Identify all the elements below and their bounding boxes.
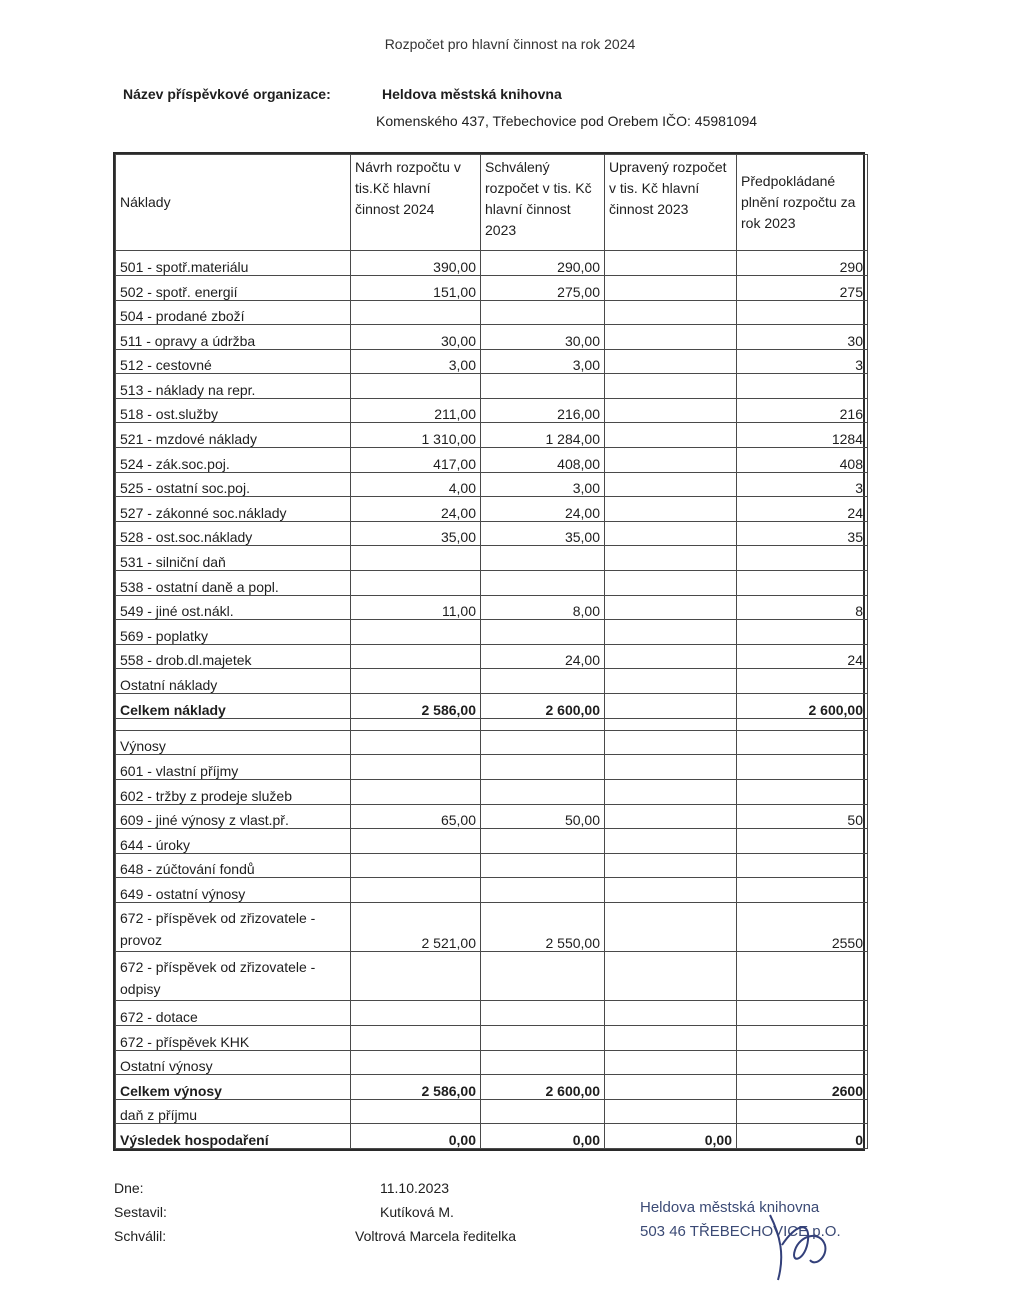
header-costs: Náklady: [116, 155, 351, 251]
table-row: [116, 595, 868, 620]
value-cell: 1 284,00: [481, 423, 605, 448]
row-label-cell: 672 - dotace: [116, 1001, 351, 1026]
value-cell: 0,00: [351, 1124, 481, 1149]
header-approved-2023: Schválený rozpočet v tis. Kč hlavní činnost 2023: [481, 155, 605, 251]
value-cell: [481, 374, 605, 399]
value-cell: [737, 878, 868, 903]
header-adjusted-2023: Upravený rozpočet v tis. Kč hlavní činnost 2023: [605, 155, 737, 251]
row-label-cell: 644 - úroky: [116, 829, 351, 854]
value-cell: [351, 755, 481, 780]
value-cell: [351, 730, 481, 755]
value-cell: 3,00: [481, 472, 605, 497]
value-cell: 3,00: [351, 349, 481, 374]
table-row: [116, 423, 868, 448]
value-cell: [351, 1001, 481, 1026]
row-label-cell: 649 - ostatní výnosy: [116, 878, 351, 903]
value-cell: 2 550,00: [481, 903, 605, 952]
value-cell: [605, 497, 737, 522]
value-cell: [605, 275, 737, 300]
value-cell: [351, 853, 481, 878]
row-label-cell: daň z příjmu: [116, 1099, 351, 1124]
value-cell: [605, 878, 737, 903]
value-cell: [481, 1001, 605, 1026]
value-cell: 24,00: [481, 644, 605, 669]
value-cell: 408,00: [481, 448, 605, 473]
value-cell: [351, 780, 481, 805]
value-cell: [605, 1026, 737, 1051]
date-value: 11.10.2023: [380, 1180, 450, 1196]
row-label-cell: Ostatní náklady: [116, 669, 351, 694]
row-label-cell: 513 - náklady na repr.: [116, 374, 351, 399]
stamp-line-1: Heldova městská knihovna: [640, 1199, 820, 1216]
value-cell: [481, 718, 605, 730]
value-cell: [481, 669, 605, 694]
table-row: [116, 878, 868, 903]
value-cell: [605, 521, 737, 546]
value-cell: 2 586,00: [351, 694, 481, 719]
row-label-cell: 502 - spotř. energií: [116, 275, 351, 300]
value-cell: 30: [737, 325, 868, 350]
organization-label: Název příspěvkové organizace:: [123, 86, 331, 102]
stamp-line-2: 503 46 TŘEBECHOVICE p.O.: [640, 1223, 841, 1240]
value-cell: [605, 571, 737, 596]
value-cell: 35,00: [351, 521, 481, 546]
value-cell: [737, 620, 868, 645]
compiled-by-value: Kutíková M.: [380, 1204, 454, 1220]
value-cell: [605, 349, 737, 374]
value-cell: [351, 1050, 481, 1075]
value-cell: [351, 878, 481, 903]
table-row: [116, 546, 868, 571]
row-label-cell: 601 - vlastní příjmy: [116, 755, 351, 780]
value-cell: 216: [737, 398, 868, 423]
value-cell: [737, 546, 868, 571]
value-cell: [481, 780, 605, 805]
row-label-cell: 558 - drob.dl.majetek: [116, 644, 351, 669]
table-row: [116, 1124, 868, 1149]
table-row: [116, 1099, 868, 1124]
organization-name: Heldova městská knihovna: [382, 86, 562, 102]
table-row: [116, 497, 868, 522]
value-cell: 408: [737, 448, 868, 473]
value-cell: 290: [737, 251, 868, 276]
table-row: [116, 325, 868, 350]
row-label-cell: 538 - ostatní daně a popl.: [116, 571, 351, 596]
value-cell: [481, 546, 605, 571]
value-cell: [351, 718, 481, 730]
table-row: [116, 718, 868, 730]
row-label-cell: Celkem náklady: [116, 694, 351, 719]
row-label-cell: 609 - jiné výnosy z vlast.př.: [116, 804, 351, 829]
row-label-cell: 528 - ost.soc.náklady: [116, 521, 351, 546]
value-cell: [605, 780, 737, 805]
value-cell: [351, 1026, 481, 1051]
value-cell: 50,00: [481, 804, 605, 829]
table-row: [116, 1026, 868, 1051]
value-cell: 8,00: [481, 595, 605, 620]
table-row: [116, 1050, 868, 1075]
row-label-cell: 504 - prodané zboží: [116, 300, 351, 325]
value-cell: [605, 595, 737, 620]
value-cell: 2600: [737, 1075, 868, 1100]
table-row: [116, 780, 868, 805]
value-cell: 3,00: [481, 349, 605, 374]
table-row: [116, 275, 868, 300]
value-cell: [605, 546, 737, 571]
value-cell: 11,00: [351, 595, 481, 620]
compiled-by-label: Sestavil:: [114, 1204, 167, 1220]
document-title: Rozpočet pro hlavní činnost na rok 2024: [384, 36, 636, 52]
value-cell: 417,00: [351, 448, 481, 473]
value-cell: [481, 620, 605, 645]
budget-table-container: [113, 152, 865, 1151]
value-cell: 216,00: [481, 398, 605, 423]
value-cell: [351, 374, 481, 399]
value-cell: 2 600,00: [481, 694, 605, 719]
table-row: [116, 804, 868, 829]
value-cell: [737, 1099, 868, 1124]
row-label-cell: 672 - příspěvek od zřizovatele -provoz: [116, 903, 351, 952]
value-cell: [737, 300, 868, 325]
row-label-cell: 672 - příspěvek od zřizovatele - odpisy: [116, 952, 351, 1001]
signature-icon: [740, 1205, 850, 1285]
row-label-cell: 648 - zúčtování fondů: [116, 853, 351, 878]
table-row: [116, 398, 868, 423]
value-cell: [481, 1099, 605, 1124]
value-cell: [605, 398, 737, 423]
row-label-cell: 512 - cestovné: [116, 349, 351, 374]
value-cell: 290,00: [481, 251, 605, 276]
value-cell: [737, 1050, 868, 1075]
value-cell: 2550: [737, 903, 868, 952]
value-cell: 151,00: [351, 275, 481, 300]
value-cell: [605, 730, 737, 755]
value-cell: [481, 730, 605, 755]
value-cell: 50: [737, 804, 868, 829]
row-label-cell: 501 - spotř.materiálu: [116, 251, 351, 276]
table-row: [116, 669, 868, 694]
value-cell: [481, 878, 605, 903]
value-cell: 1 310,00: [351, 423, 481, 448]
value-cell: 24,00: [351, 497, 481, 522]
row-label-cell: 521 - mzdové náklady: [116, 423, 351, 448]
table-header-row: [116, 155, 868, 251]
value-cell: [605, 374, 737, 399]
value-cell: 24,00: [481, 497, 605, 522]
table-row: [116, 374, 868, 399]
value-cell: [351, 571, 481, 596]
value-cell: [737, 780, 868, 805]
value-cell: 275,00: [481, 275, 605, 300]
value-cell: [737, 718, 868, 730]
value-cell: [605, 694, 737, 719]
value-cell: [481, 853, 605, 878]
value-cell: [605, 620, 737, 645]
value-cell: [481, 829, 605, 854]
value-cell: [605, 853, 737, 878]
row-label-cell: 527 - zákonné soc.náklady: [116, 497, 351, 522]
value-cell: [737, 829, 868, 854]
table-row: [116, 903, 868, 952]
table-row: [116, 251, 868, 276]
value-cell: 2 586,00: [351, 1075, 481, 1100]
value-cell: [737, 755, 868, 780]
value-cell: [605, 1050, 737, 1075]
value-cell: 2 600,00: [737, 694, 868, 719]
value-cell: 2 521,00: [351, 903, 481, 952]
value-cell: [737, 952, 868, 1001]
value-cell: [737, 1026, 868, 1051]
row-label-cell: 549 - jiné ost.nákl.: [116, 595, 351, 620]
value-cell: 35: [737, 521, 868, 546]
value-cell: [605, 423, 737, 448]
value-cell: [605, 952, 737, 1001]
table-row: [116, 694, 868, 719]
value-cell: 3: [737, 472, 868, 497]
value-cell: [481, 1050, 605, 1075]
value-cell: [351, 546, 481, 571]
value-cell: 1284: [737, 423, 868, 448]
value-cell: [605, 669, 737, 694]
value-cell: [605, 644, 737, 669]
value-cell: [605, 325, 737, 350]
value-cell: [737, 853, 868, 878]
value-cell: [737, 730, 868, 755]
date-label: Dne:: [114, 1180, 144, 1196]
approved-by-value: Voltrová Marcela ředitelka: [355, 1228, 517, 1244]
value-cell: [605, 718, 737, 730]
row-label-cell: 672 - příspěvek KHK: [116, 1026, 351, 1051]
table-row: [116, 730, 868, 755]
value-cell: [351, 829, 481, 854]
row-label-cell: Výnosy: [116, 730, 351, 755]
table-row: [116, 620, 868, 645]
value-cell: [351, 644, 481, 669]
value-cell: [605, 1099, 737, 1124]
value-cell: 35,00: [481, 521, 605, 546]
value-cell: 30,00: [481, 325, 605, 350]
row-label-cell: 569 - poplatky: [116, 620, 351, 645]
value-cell: 390,00: [351, 251, 481, 276]
value-cell: [481, 755, 605, 780]
value-cell: 30,00: [351, 325, 481, 350]
table-row: [116, 755, 868, 780]
value-cell: [605, 804, 737, 829]
value-cell: [605, 903, 737, 952]
table-row: [116, 853, 868, 878]
row-label-cell: 524 - zák.soc.poj.: [116, 448, 351, 473]
value-cell: [605, 1075, 737, 1100]
value-cell: [351, 1099, 481, 1124]
row-label-cell: 602 - tržby z prodeje služeb: [116, 780, 351, 805]
value-cell: [605, 1001, 737, 1026]
value-cell: [481, 952, 605, 1001]
row-label-cell: Ostatní výnosy: [116, 1050, 351, 1075]
value-cell: [605, 755, 737, 780]
value-cell: [605, 472, 737, 497]
table-row: [116, 1075, 868, 1100]
value-cell: [737, 669, 868, 694]
row-label-cell: [116, 718, 351, 730]
table-row: [116, 349, 868, 374]
table-row: [116, 644, 868, 669]
value-cell: [605, 448, 737, 473]
value-cell: [605, 829, 737, 854]
value-cell: 2 600,00: [481, 1075, 605, 1100]
table-row: [116, 472, 868, 497]
value-cell: [351, 669, 481, 694]
value-cell: [737, 1001, 868, 1026]
table-row: [116, 1001, 868, 1026]
value-cell: [481, 571, 605, 596]
row-label-cell: 518 - ost.služby: [116, 398, 351, 423]
budget-table: [115, 154, 868, 1149]
value-cell: 275: [737, 275, 868, 300]
table-row: [116, 521, 868, 546]
value-cell: [481, 300, 605, 325]
table-row: [116, 571, 868, 596]
table-row: [116, 952, 868, 1001]
value-cell: 8: [737, 595, 868, 620]
value-cell: [737, 571, 868, 596]
approved-by-label: Schválil:: [114, 1228, 167, 1244]
value-cell: [351, 952, 481, 1001]
value-cell: 24: [737, 497, 868, 522]
value-cell: 65,00: [351, 804, 481, 829]
table-row: [116, 829, 868, 854]
value-cell: 0: [737, 1124, 868, 1149]
value-cell: 211,00: [351, 398, 481, 423]
value-cell: [351, 620, 481, 645]
value-cell: 3: [737, 349, 868, 374]
value-cell: 24: [737, 644, 868, 669]
value-cell: [605, 300, 737, 325]
table-row: [116, 300, 868, 325]
value-cell: [737, 374, 868, 399]
row-label-cell: Celkem výnosy: [116, 1075, 351, 1100]
value-cell: 0,00: [481, 1124, 605, 1149]
header-expected-2023: Předpokládané plnění rozpočtu za rok 2023: [737, 155, 868, 251]
header-proposal-2024: Návrh rozpočtu v tis.Kč hlavní činnost 2024: [351, 155, 481, 251]
organization-address: Komenského 437, Třebechovice pod Orebem IČO: 45981094: [376, 113, 758, 129]
value-cell: 4,00: [351, 472, 481, 497]
row-label-cell: 525 - ostatní soc.poj.: [116, 472, 351, 497]
row-label-cell: 531 - silniční daň: [116, 546, 351, 571]
value-cell: [481, 1026, 605, 1051]
row-label-cell: Výsledek hospodaření: [116, 1124, 351, 1149]
table-row: [116, 448, 868, 473]
row-label-cell: 511 - opravy a údržba: [116, 325, 351, 350]
value-cell: 0,00: [605, 1124, 737, 1149]
value-cell: [351, 300, 481, 325]
value-cell: [605, 251, 737, 276]
